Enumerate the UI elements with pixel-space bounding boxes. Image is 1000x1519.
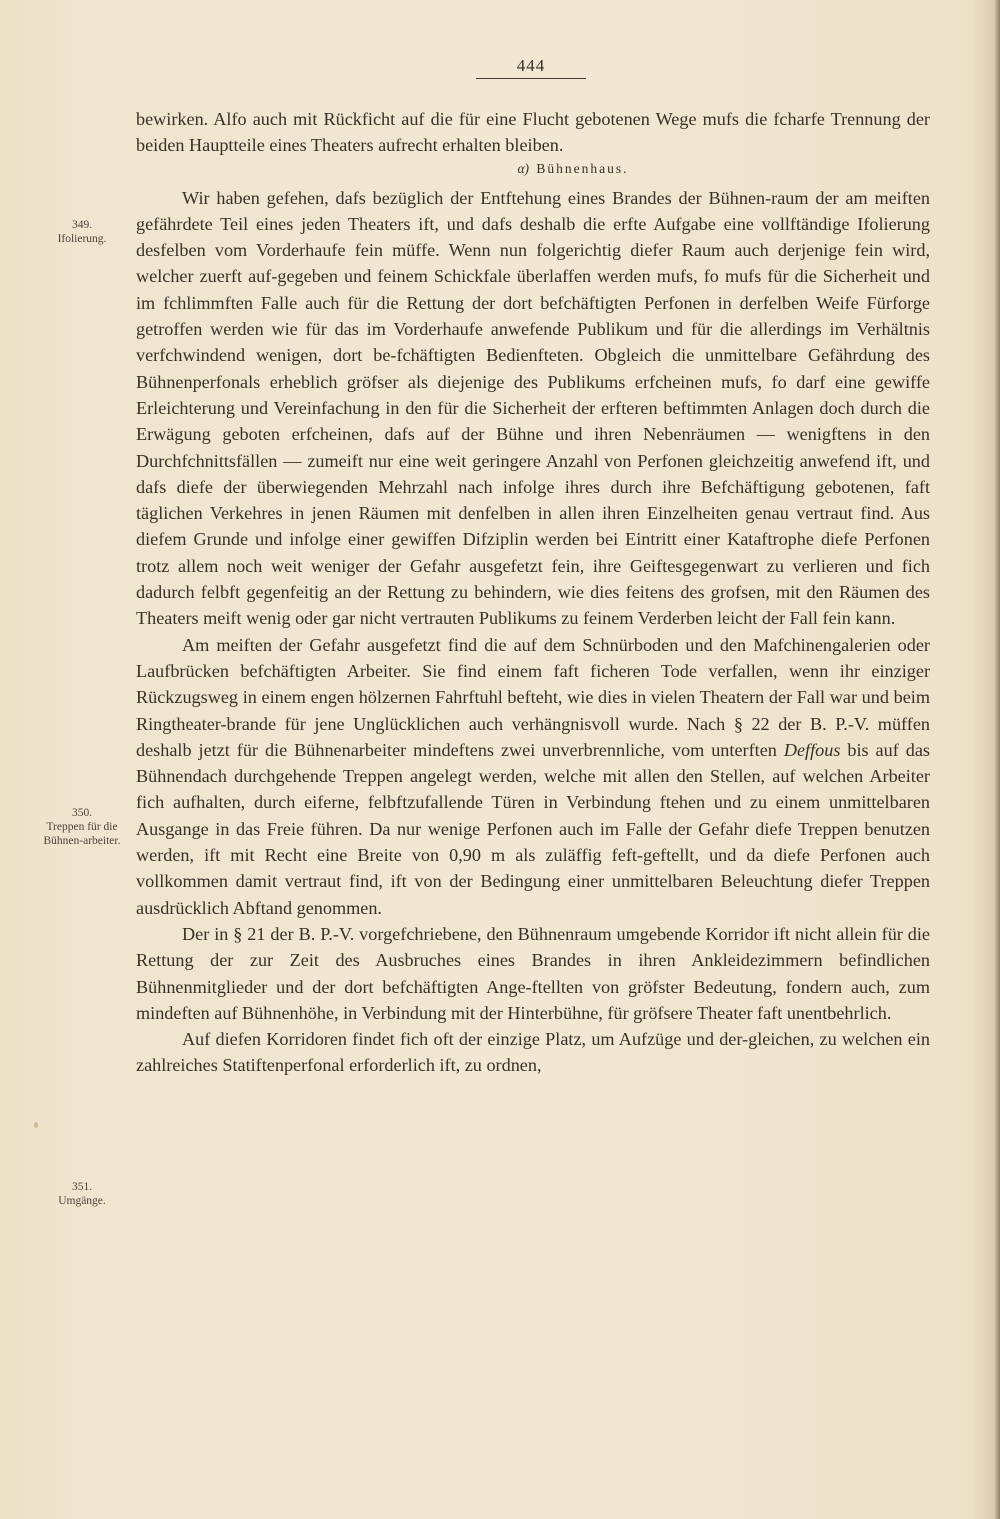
page-number: 444 [476, 56, 586, 79]
margin-note-label: Umgänge. [58, 1195, 106, 1207]
paragraph-corridor: Der in § 21 der B. P.-V. vorgefchriebene, den Bühnenraum umgebende Korridor ift nicht allein für die Rettung der zur Zeit des Ausbruches eines Brandes in ihren Ankleidezimmern befindlichen Bühnenmitglieder und der dort befchäftigten Ange-ftellten von gröfster Bedeutung, fondern auch, zum mindeften auf Bühnenhöhe, in Verbindung mit der Hinterbühne, für gröfsere Theater faft unentbehrlich. [136, 923, 930, 1023]
paragraph-isolation: Wir haben gefehen, dafs bezüglich der Entftehung eines Brandes der Bühnen-raum der am meiften gefährdete Teil eines jeden Theaters ift, und dafs deshalb die erfte Aufgabe eine vollftändige Ifolierung desfelben vom Vorderhaufe fein müffe. Wenn nun folgerichtig diefer Raum auch derjenige fein wird, welcher zuerft auf-gegeben und feinem Schickfale überlaffen werden mufs, fo mufs für die Sicherheit und im fchlimmften Falle auch für die Rettung der dort befchäftigten Perfonen in derfelben Weife Fürforge getroffen werden wie für das im Vorderhaufe anwefende Publikum und für die allerdings im Verhältnis verfchwindend wenigen, dort be-fchäftigten Bedienfteten. Obgleich die unmittelbare Gefährdung des Bühnenperfonals erheblich gröfser als diejenige des Publikums erfcheinen mufs, fo darf eine gewiffe Erleichterung und Vereinfachung in den für die Sicherheit der erfteren beftimmten Anlagen doch durch die Erwägung geboten erfcheinen, dafs auf der Bühne und ihren Nebenräumen — wenigftens in den Durchfchnittsfällen — zumeift nur eine weit geringere Anzahl von Perfonen gleichzeitig anwefend ift, und dafs diefe der überwiegenden Mehrzahl nach infolge ihres durch ihre Befchäftigung gebotenen, faft täglichen Verkehres in jenen Räumen mit denfelben in allen ihren Einzelheiten genau vertraut find. Aus diefem Grunde und infolge einer gewiffen Difziplin werden bei Eintritt einer Kataftrophe diefe Perfonen trotz allem noch weit weniger der Gefahr ausgefetzt fein, ihre Geiftesgegenwart zu verlieren und fich dadurch felbft gegenfeitig an der Rettung zu behindern, wie dies feitens des grofsen, mit den Räumen des Theaters meift wenig oder gar nicht vertrauten Publikums zu feinem Verderben leicht der Fall fein kann. [136, 187, 930, 629]
margin-note-351 [42, 1180, 122, 1208]
margin-note-label: Ifolierung. [57, 233, 107, 245]
paragraph-stairs-text-b: bis auf das Bühnendach durchgehende Treppen angelegt werden, welche mit allen den Stellen, auf welchen Arbeiter fich aufhalten, durch eiferne, felbftzufallende Türen in Verbindung ftehen und zu einem unmittelbaren Ausgange in das Freie führen. Da nur wenige Perfonen auch im Falle der Gefahr diefe Treppen benutzen werden, ift mit Recht eine Breite von 0,90 m als zuläffig feft-geftellt, und da diefe Perfonen auch vollkommen damit vertraut find, ift von der Bedingung einer unmittelbaren Beleuchtung diefer Treppen ausdrücklich Abftand genommen. [136, 739, 930, 918]
section-letter: α) [517, 160, 530, 176]
paragraph-stairs [136, 632, 930, 921]
paragraph-stairs-italic: Deffous [783, 739, 841, 760]
section-title: Bühnenhaus. [536, 160, 629, 176]
margin-note-350 [42, 806, 122, 848]
ink-spot [34, 1122, 38, 1128]
paragraph-intro: bewirken. Alfo auch mit Rückficht auf die für eine Flucht gebotenen Wege mufs die fcharfe Trennung der beiden Hauptteile eines Theaters aufrecht erhalten bleiben. [136, 109, 930, 156]
margin-note-number: 350. [71, 807, 93, 819]
margin-note-number: 349. [71, 219, 93, 231]
margin-note-label: Treppen für die Bühnen-arbeiter. [43, 821, 121, 847]
paragraph-corridor-continued: Auf diefen Korridoren findet fich oft der einzige Platz, um Aufzüge und der-gleichen, zu welchen ein zahlreiches Statiftenperfonal erforderlich ift, zu ordnen, [136, 1029, 930, 1076]
margin-note-number: 351. [71, 1181, 93, 1193]
page-body [136, 106, 930, 1079]
margin-note-349 [42, 218, 122, 246]
section-heading [136, 159, 930, 179]
paragraph-stairs-text-a: Am meiften der Gefahr ausgefetzt find die auf dem Schnürboden und den Mafchinengalerien oder Laufbrücken befchäftigten Arbeiter. Sie find einem faft ficheren Tode verfallen, wenn ihr einziger Rückzugsweg in einem engen hölzernen Fahrftuhl befteht, wie dies in vielen Theatern der Fall war und beim Ringtheater-brande für jene Unglücklichen auch verhängnisvoll wurde. Nach § 22 der B. P.-V. müffen deshalb jetzt für die Bühnenarbeiter mindeftens zwei unverbrennliche, vom unterften [136, 634, 930, 760]
